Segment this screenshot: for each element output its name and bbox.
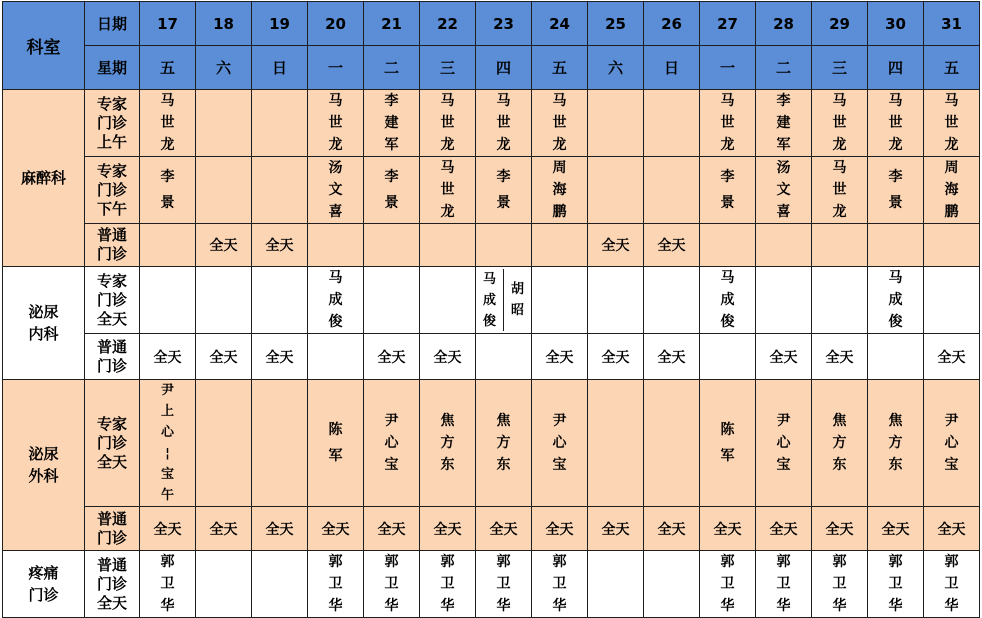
schedule-cell [868, 507, 924, 551]
date-cell: 23 [476, 2, 532, 46]
schedule-cell [196, 90, 252, 157]
all-day-label: 全天 [601, 521, 630, 538]
department-label: 疼痛门诊 [28, 564, 59, 604]
all-day-label: 全天 [433, 349, 462, 366]
schedule-cell [140, 90, 196, 157]
schedule-cell [476, 507, 532, 551]
doctor-name: 马世龙 [328, 93, 343, 153]
schedule-cell [196, 157, 252, 224]
schedule-cell [308, 507, 364, 551]
schedule-cell [252, 267, 308, 334]
doctor-name: 李建军 [384, 93, 399, 153]
schedule-cell [252, 90, 308, 157]
schedule-cell [196, 267, 252, 334]
department-label: 泌尿外科 [28, 445, 59, 485]
doctor-name: 马世龙 [944, 93, 959, 153]
doctor-name: 尹上心¦宝午 [160, 383, 174, 503]
schedule-cell [196, 334, 252, 380]
schedule-cell [812, 157, 868, 224]
weekday-cell: 日 [252, 46, 308, 90]
schedule-cell [364, 380, 420, 507]
schedule-cell [532, 267, 588, 334]
date-cell: 30 [868, 2, 924, 46]
schedule-cell [588, 224, 644, 267]
schedule-cell [364, 157, 420, 224]
all-day-label: 全天 [209, 238, 238, 254]
doctor-name: 马世龙 [440, 93, 455, 153]
doctor-name: 郭卫华 [552, 554, 567, 614]
schedule-cell [308, 224, 364, 267]
schedule-cell [700, 380, 756, 507]
doctor-name: 马成俊 [888, 270, 903, 330]
session-type [85, 380, 140, 507]
schedule-cell [868, 224, 924, 267]
doctor-name-split [476, 269, 503, 331]
weekday-cell: 五 [532, 46, 588, 90]
schedule-cell [476, 267, 532, 334]
schedule-cell [140, 224, 196, 267]
schedule-row [3, 380, 980, 507]
schedule-cell [532, 380, 588, 507]
date-cell: 26 [644, 2, 700, 46]
schedule-cell [756, 224, 812, 267]
all-day-label: 全天 [321, 521, 350, 538]
schedule-cell [700, 224, 756, 267]
session-type [85, 551, 140, 618]
schedule-cell [308, 380, 364, 507]
weekday-cell: 一 [700, 46, 756, 90]
session-type [85, 157, 140, 224]
schedule-cell [364, 507, 420, 551]
date-cell: 28 [756, 2, 812, 46]
schedule-cell [756, 551, 812, 618]
schedule-cell [532, 507, 588, 551]
schedule-cell [924, 157, 980, 224]
doctor-name: 焦方东 [440, 413, 455, 473]
all-day-label: 全天 [153, 521, 182, 538]
date-label: 日期 [85, 2, 140, 46]
doctor-name: 李景 [720, 169, 735, 211]
all-day-label: 全天 [657, 238, 686, 254]
schedule-cell [364, 90, 420, 157]
date-cell: 29 [812, 2, 868, 46]
schedule-cell [812, 90, 868, 157]
department-name [3, 267, 85, 380]
schedule-cell [924, 551, 980, 618]
doctor-name: 郭卫华 [496, 554, 511, 614]
all-day-label: 全天 [265, 349, 294, 366]
all-day-label: 全天 [601, 238, 630, 254]
schedule-cell [476, 224, 532, 267]
schedule-cell [252, 224, 308, 267]
doctor-name: 焦方东 [832, 413, 847, 473]
weekday-cell: 三 [812, 46, 868, 90]
schedule-row [3, 224, 980, 267]
doctor-name: 马世龙 [888, 93, 903, 153]
doctor-name: 陈军 [328, 422, 343, 464]
schedule-cell [476, 157, 532, 224]
department-name [3, 90, 85, 267]
schedule-cell [868, 551, 924, 618]
schedule-cell [420, 267, 476, 334]
date-cell: 21 [364, 2, 420, 46]
department-name [3, 551, 85, 618]
doctor-name: 汤文喜 [776, 160, 791, 220]
schedule-cell [308, 157, 364, 224]
schedule-cell [756, 157, 812, 224]
weekday-cell: 五 [924, 46, 980, 90]
header-row-weekdays [3, 46, 980, 90]
doctor-name: 汤文喜 [328, 160, 343, 220]
session-label: 专家门诊全天 [96, 271, 127, 328]
schedule-cell [140, 267, 196, 334]
all-day-label: 全天 [825, 521, 854, 538]
schedule-cell [924, 224, 980, 267]
schedule-cell [756, 267, 812, 334]
schedule-cell [140, 157, 196, 224]
schedule-cell [924, 507, 980, 551]
doctor-name: 李建军 [776, 93, 791, 153]
session-type [85, 334, 140, 380]
schedule-cell [700, 551, 756, 618]
department-name [3, 380, 85, 551]
schedule-cell [252, 334, 308, 380]
all-day-label: 全天 [377, 521, 406, 538]
date-cell: 22 [420, 2, 476, 46]
schedule-cell [812, 507, 868, 551]
weekday-cell: 三 [420, 46, 476, 90]
doctor-name: 李景 [888, 169, 903, 211]
schedule-cell [140, 551, 196, 618]
doctor-name-split [503, 269, 531, 331]
schedule-cell [588, 334, 644, 380]
schedule-cell [196, 507, 252, 551]
schedule-cell [644, 224, 700, 267]
date-cell: 24 [532, 2, 588, 46]
doctor-name: 马世龙 [160, 93, 175, 153]
all-day-label: 全天 [657, 349, 686, 366]
date-cell: 25 [588, 2, 644, 46]
all-day-label: 全天 [713, 521, 742, 538]
date-cell: 31 [924, 2, 980, 46]
schedule-row [3, 157, 980, 224]
schedule-cell [588, 507, 644, 551]
schedule-cell [364, 267, 420, 334]
schedule-cell [532, 551, 588, 618]
schedule-cell [812, 267, 868, 334]
schedule-cell [420, 551, 476, 618]
date-cell: 27 [700, 2, 756, 46]
schedule-cell [700, 267, 756, 334]
doctor-name: 马成俊 [328, 270, 343, 330]
schedule-cell [308, 267, 364, 334]
all-day-label: 全天 [209, 349, 238, 366]
doctor-name: 郭卫华 [440, 554, 455, 614]
schedule-cell [420, 90, 476, 157]
schedule-cell [140, 334, 196, 380]
session-type [85, 507, 140, 551]
session-type [85, 224, 140, 267]
schedule-cell [196, 224, 252, 267]
schedule-cell [420, 224, 476, 267]
schedule-cell [420, 380, 476, 507]
department-label: 泌尿内科 [28, 303, 59, 343]
schedule-cell [420, 507, 476, 551]
schedule-cell [588, 551, 644, 618]
doctor-name: 李景 [160, 169, 175, 211]
schedule-cell [420, 157, 476, 224]
schedule-cell [644, 157, 700, 224]
schedule-cell [476, 334, 532, 380]
schedule-cell [532, 224, 588, 267]
doctor-name: 尹心宝 [384, 413, 399, 473]
schedule-cell [140, 380, 196, 507]
all-day-label: 全天 [881, 521, 910, 538]
schedule-cell [700, 334, 756, 380]
weekday-cell: 六 [196, 46, 252, 90]
split-cell [476, 269, 531, 331]
schedule-cell [532, 334, 588, 380]
all-day-label: 全天 [545, 349, 574, 366]
weekday-cell: 一 [308, 46, 364, 90]
schedule-cell [644, 334, 700, 380]
schedule-cell [644, 551, 700, 618]
all-day-label: 全天 [377, 349, 406, 366]
doctor-name: 马世龙 [720, 93, 735, 153]
date-cell: 18 [196, 2, 252, 46]
doctor-name: 郭卫华 [720, 554, 735, 614]
schedule-cell [868, 90, 924, 157]
all-day-label: 全天 [153, 349, 182, 366]
schedule-cell [868, 157, 924, 224]
schedule-cell [588, 380, 644, 507]
session-type [85, 90, 140, 157]
schedule-cell [196, 551, 252, 618]
schedule-cell [700, 507, 756, 551]
schedule-cell [812, 334, 868, 380]
schedule-table [2, 1, 980, 618]
doctor-name: 胡昭 [510, 282, 524, 318]
doctor-name: 马世龙 [832, 160, 847, 220]
doctor-name: 马成俊 [482, 271, 496, 329]
schedule-cell [532, 157, 588, 224]
all-day-label: 全天 [265, 238, 294, 254]
schedule-cell [588, 157, 644, 224]
doctor-name: 周海鹏 [944, 160, 959, 220]
doctor-name: 郭卫华 [384, 554, 399, 614]
schedule-row [3, 267, 980, 334]
department-label: 麻醉科 [20, 169, 66, 187]
schedule-cell [868, 334, 924, 380]
weekday-cell: 日 [644, 46, 700, 90]
schedule-cell [532, 90, 588, 157]
all-day-label: 全天 [601, 349, 630, 366]
doctor-name: 马成俊 [720, 270, 735, 330]
doctor-name: 周海鹏 [552, 160, 567, 220]
session-label: 普通门诊 [96, 226, 127, 263]
schedule-cell [588, 90, 644, 157]
dept-column-header: 科室 [3, 2, 85, 90]
session-label: 专家门诊全天 [96, 414, 127, 471]
schedule-cell [476, 551, 532, 618]
session-label: 普通门诊全天 [96, 555, 127, 612]
doctor-name: 焦方东 [888, 413, 903, 473]
schedule-cell [196, 380, 252, 507]
session-label: 普通门诊 [96, 337, 127, 375]
schedule-cell [644, 507, 700, 551]
all-day-label: 全天 [545, 521, 574, 538]
all-day-label: 全天 [937, 521, 966, 538]
doctor-name: 陈军 [720, 422, 735, 464]
schedule-cell [588, 267, 644, 334]
weekday-label: 星期 [85, 46, 140, 90]
session-label: 专家门诊下午 [96, 161, 127, 218]
header-row-dates [3, 2, 980, 46]
schedule-cell [924, 90, 980, 157]
date-cell: 19 [252, 2, 308, 46]
schedule-cell [644, 90, 700, 157]
doctor-name: 郭卫华 [328, 554, 343, 614]
doctor-name: 郭卫华 [888, 554, 903, 614]
schedule-cell [812, 551, 868, 618]
weekday-cell: 五 [140, 46, 196, 90]
schedule-cell [364, 224, 420, 267]
schedule-cell [868, 267, 924, 334]
schedule-cell [700, 90, 756, 157]
doctor-name: 尹心宝 [552, 413, 567, 473]
schedule-cell [924, 380, 980, 507]
session-label: 普通门诊 [96, 509, 127, 547]
schedule-cell [364, 551, 420, 618]
doctor-name: 马世龙 [440, 160, 455, 220]
schedule-cell [476, 90, 532, 157]
schedule-cell [756, 334, 812, 380]
schedule-cell [756, 380, 812, 507]
session-label: 专家门诊上午 [96, 94, 127, 151]
schedule-cell [252, 157, 308, 224]
schedule-cell [420, 334, 476, 380]
weekday-cell: 二 [364, 46, 420, 90]
all-day-label: 全天 [489, 521, 518, 538]
doctor-name: 郭卫华 [160, 554, 175, 614]
doctor-name: 郭卫华 [832, 554, 847, 614]
schedule-cell [756, 507, 812, 551]
schedule-cell [868, 380, 924, 507]
schedule-cell [924, 334, 980, 380]
weekday-cell: 四 [868, 46, 924, 90]
all-day-label: 全天 [825, 349, 854, 366]
doctor-name: 焦方东 [496, 413, 511, 473]
schedule-cell [756, 90, 812, 157]
doctor-name: 郭卫华 [944, 554, 959, 614]
schedule-cell [252, 551, 308, 618]
all-day-label: 全天 [657, 521, 686, 538]
schedule-cell [252, 507, 308, 551]
all-day-label: 全天 [769, 521, 798, 538]
schedule-cell [308, 334, 364, 380]
schedule-cell [252, 380, 308, 507]
schedule-cell [140, 507, 196, 551]
schedule-cell [812, 380, 868, 507]
schedule-cell [700, 157, 756, 224]
doctor-name: 尹心宝 [776, 413, 791, 473]
all-day-label: 全天 [433, 521, 462, 538]
weekday-cell: 二 [756, 46, 812, 90]
doctor-name: 李景 [384, 169, 399, 211]
schedule-cell [476, 380, 532, 507]
date-cell: 17 [140, 2, 196, 46]
schedule-row [3, 90, 980, 157]
schedule-cell [812, 224, 868, 267]
doctor-name: 马世龙 [496, 93, 511, 153]
schedule-cell [308, 90, 364, 157]
doctor-name: 马世龙 [832, 93, 847, 153]
doctor-name: 尹心宝 [944, 413, 959, 473]
schedule-cell [308, 551, 364, 618]
session-type [85, 267, 140, 334]
date-cell: 20 [308, 2, 364, 46]
schedule-cell [364, 334, 420, 380]
doctor-name: 郭卫华 [776, 554, 791, 614]
schedule-row [3, 334, 980, 380]
schedule-row [3, 507, 980, 551]
all-day-label: 全天 [209, 521, 238, 538]
all-day-label: 全天 [769, 349, 798, 366]
schedule-cell [644, 267, 700, 334]
schedule-cell [644, 380, 700, 507]
doctor-name: 马世龙 [552, 93, 567, 153]
doctor-name: 李景 [496, 169, 511, 211]
all-day-label: 全天 [937, 349, 966, 366]
weekday-cell: 六 [588, 46, 644, 90]
all-day-label: 全天 [265, 521, 294, 538]
schedule-cell [924, 267, 980, 334]
schedule-row [3, 551, 980, 618]
weekday-cell: 四 [476, 46, 532, 90]
